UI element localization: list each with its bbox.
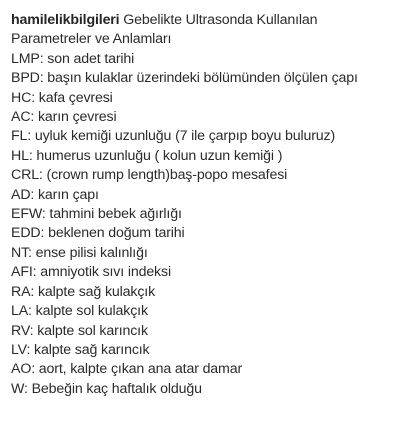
glossary-item-ao: AO: aort, kalpte çıkan ana atar damar [11, 361, 243, 378]
glossary-item-ac: AC: karın çevresi [11, 109, 117, 126]
caption-title: Gebelikte Ultrasonda Kullanılan Parametreler ve Anlamları [11, 12, 318, 48]
glossary-item-ra: RA: kalpte sağ kulakçık [11, 283, 156, 300]
caption-header [11, 11, 393, 50]
glossary-item-la: LA: kalpte sol kulakçık [11, 303, 148, 320]
glossary-item-w: W: Bebeğin kaç haftalık olduğu [11, 380, 202, 397]
username-link[interactable]: hamilelikbilgileri [11, 12, 120, 28]
glossary-item-rv: RV: kalpte sol karıncık [11, 322, 148, 339]
glossary-item-efw: EFW: tahmini bebek ağırlığı [11, 206, 182, 223]
glossary-item-nt: NT: ense pilisi kalınlığı [11, 244, 148, 261]
glossary-item-hl: HL: humerus uzunluğu ( kolun uzun kemiği ) [11, 147, 283, 164]
glossary-item-afi: AFI: amniyotik sıvı indeksi [11, 264, 171, 281]
post-caption [11, 11, 393, 399]
glossary-item-crl: CRL: (crown rump length)baş-popo mesafesi [11, 167, 288, 184]
glossary-item-edd: EDD: beklenen doğum tarihi [11, 225, 185, 242]
glossary-item-lv: LV: kalpte sağ karıncık [11, 341, 150, 358]
glossary-item-lmp: LMP: son adet tarihi [11, 50, 135, 67]
glossary-item-hc: HC: kafa çevresi [11, 89, 113, 106]
glossary-item-fl: FL: uyluk kemiği uzunluğu (7 ile çarpıp boyu buluruz) [11, 128, 336, 145]
glossary-item-bpd: BPD: başın kulaklar üzerindeki bölümünden ölçülen çapı [11, 70, 358, 87]
abbreviation-list [11, 50, 393, 399]
glossary-item-ad: AD: karın çapı [11, 186, 99, 203]
